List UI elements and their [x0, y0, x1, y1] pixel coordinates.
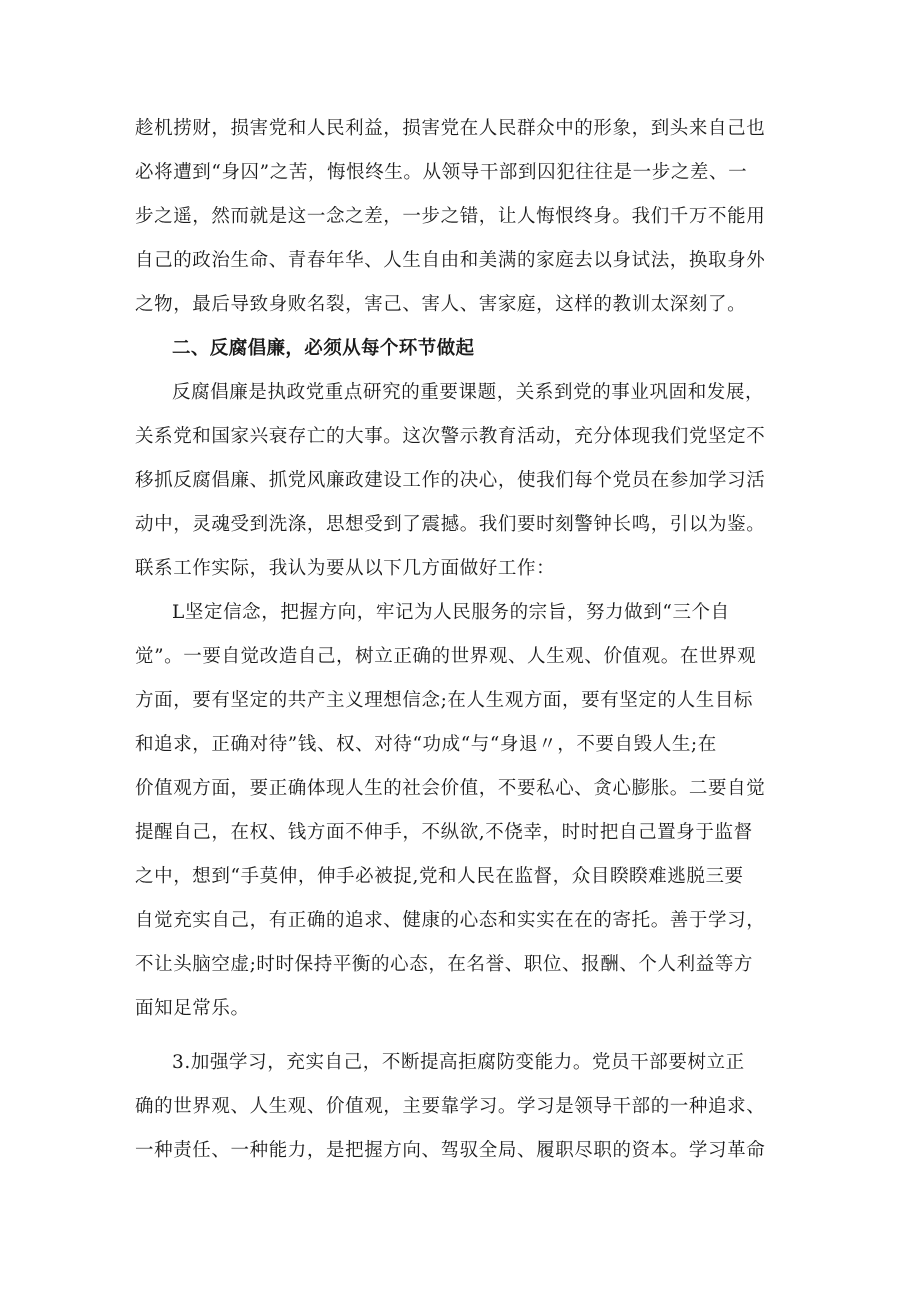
paragraph-3-line-9: 不让头脑空虚;时时保持平衡的心态，在名誉、职位、报酬、个人利益等方: [135, 954, 754, 975]
paragraph-2-line-3: 移抓反腐倡廉、抓党风廉政建设工作的决心，使我们每个党员在参加学习活: [135, 470, 766, 491]
paragraph-3-line-8: 自觉充实自己，有正确的追求、健康的心态和实实在在的寄托。善于学习，: [135, 910, 766, 931]
paragraph-3-line-7: 之中，想到“手莫伸，伸手必被捉,党和人民在监督，众目睽睽难逃脱三要: [135, 866, 744, 887]
paragraph-4-line-1: 3.加强学习，充实自己，不断提高拒腐防变能力。党员干部要树立正: [172, 1052, 745, 1073]
paragraph-2-line-1: 反腐倡廉是执政党重点研究的重要课题，关系到党的事业巩固和发展，: [172, 382, 765, 403]
paragraph-2-line-2: 关系党和国家兴衰存亡的大事。这次警示教育活动，充分体现我们党坚定不: [135, 426, 766, 447]
section-heading: 二、反腐倡廉，必须从每个环节做起: [172, 338, 475, 359]
paragraph-2-line-4: 动中，灵魂受到洗涤，思想受到了震撼。我们要时刻警钟长鸣，引以为鉴。: [135, 514, 766, 535]
paragraph-3-line-10: 面知足常乐。: [135, 998, 250, 1019]
paragraph-1-line-3: 步之遥，然而就是这一念之差，一步之错，让人悔恨终身。我们千万不能用: [135, 206, 766, 227]
paragraph-1-line-5: 之物，最后导致身败名裂，害己、害人、害家庭，这样的教训太深刻了。: [135, 294, 747, 315]
paragraph-3-line-3: 方面，要有坚定的共产主义理想信念;在人生观方面，要有坚定的人生目标: [135, 690, 754, 711]
paragraph-4-line-2: 确的世界观、人生观、价值观，主要靠学习。学习是领导干部的一种追求、: [135, 1096, 766, 1117]
paragraph-1-line-2: 必将遭到“身囚”之苦，悔恨终生。从领导干部到囚犯往往是一步之差、一: [135, 162, 748, 183]
paragraph-4-line-3: 一种责任、一种能力，是把握方向、驾驭全局、履职尽职的资本。学习革命: [135, 1140, 766, 1161]
paragraph-3-line-1: L坚定信念，把握方向，牢记为人民服务的宗旨，努力做到“三个自: [172, 602, 730, 623]
paragraph-3-line-5: 价值观方面，要正确体现人生的社会价值，不要私心、贪心膨胀。二要自觉: [135, 778, 766, 799]
paragraph-2-line-5: 联系工作实际，我认为要从以下几方面做好工作：: [135, 558, 556, 579]
paragraph-1-line-4: 自己的政治生命、青春年华、人生自由和美满的家庭去以身试法，换取身外: [135, 250, 766, 271]
paragraph-3-line-4: 和追求，正确对待”钱、权、对待“功成“与“身退〃，不要自毁人生;在: [135, 734, 717, 755]
paragraph-3-line-6: 提醒自己，在权、钱方面不伸手，不纵欲,不侥幸，时时把自己置身于监督: [135, 822, 753, 843]
paragraph-1-line-1: 趁机捞财，损害党和人民利益，损害党在人民群众中的形象，到头来自己也: [135, 118, 766, 139]
paragraph-3-line-2: 觉”。一要自觉改造自己，树立正确的世界观、人生观、价值观。在世界观: [135, 646, 757, 667]
